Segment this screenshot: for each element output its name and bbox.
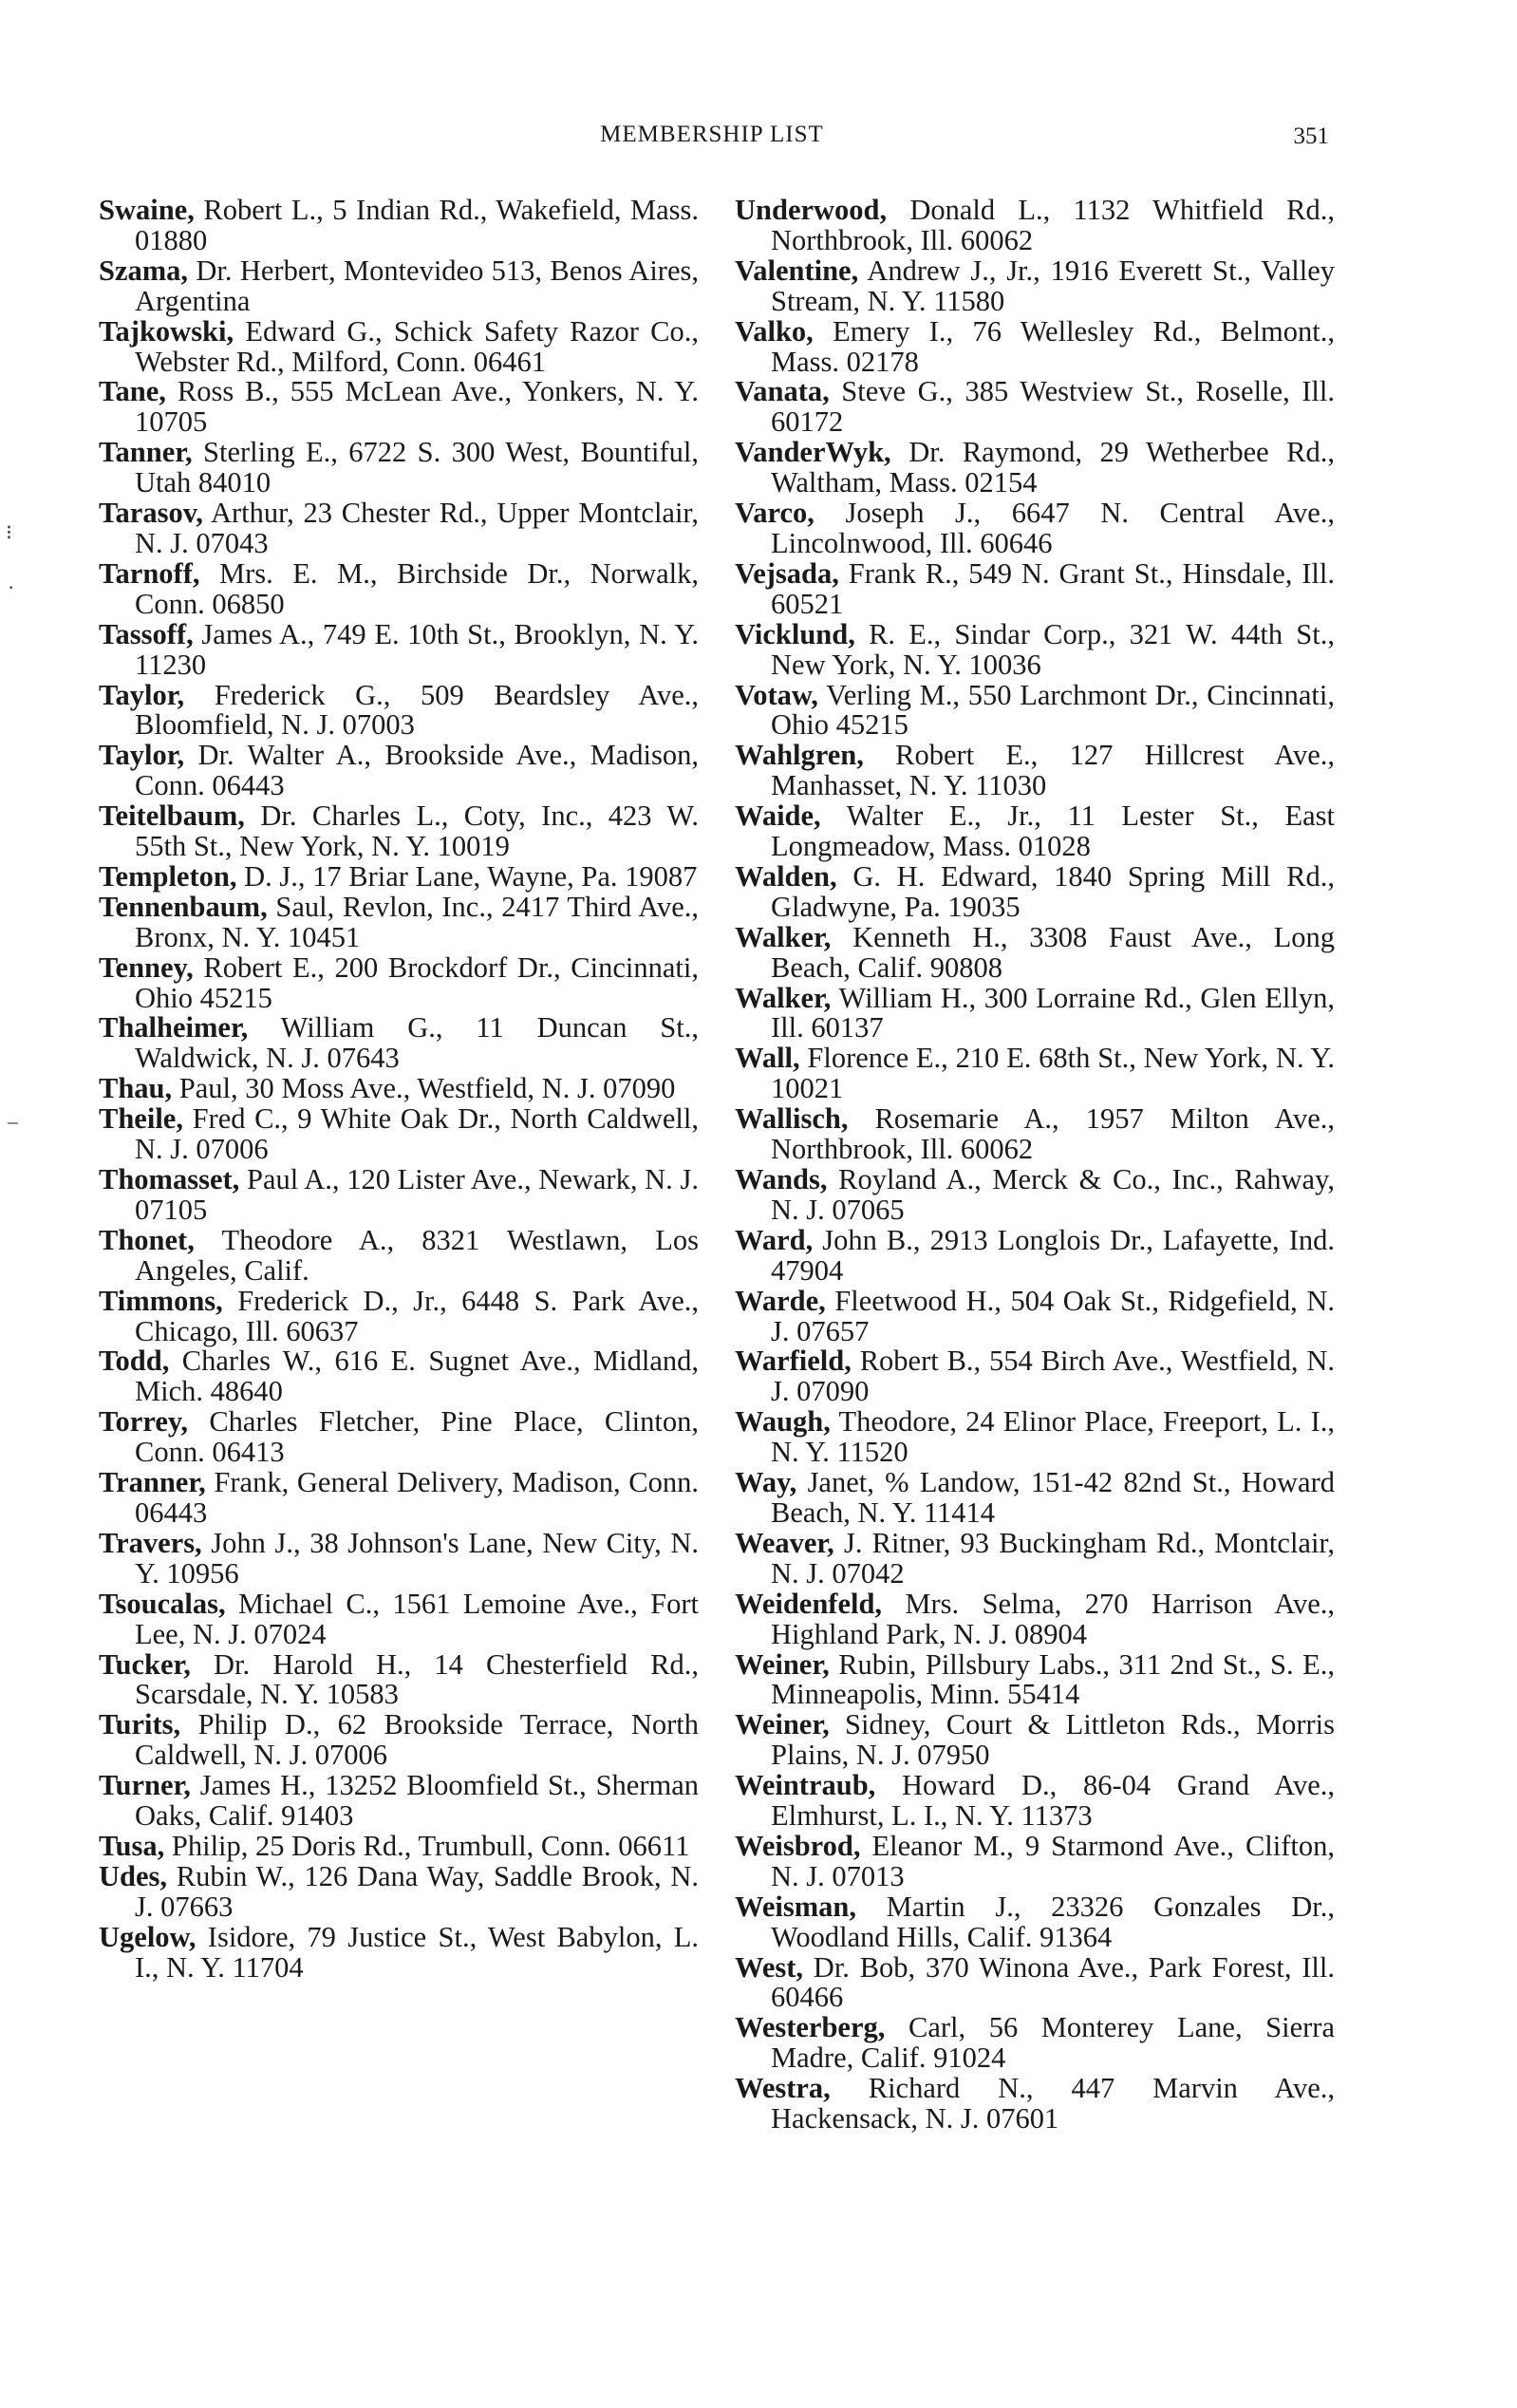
member-name: Ugelow, <box>99 1920 197 1953</box>
member-entry <box>99 859 699 893</box>
member-address: James H., 13252 Bloomfield St., Sherman Oaks, Calif. 91403 <box>135 1769 699 1833</box>
member-entry <box>735 1829 1335 1892</box>
member-entry <box>99 196 699 256</box>
member-entry <box>735 801 1335 862</box>
member-entry <box>99 1829 699 1862</box>
member-name: Tane, <box>99 375 166 408</box>
member-address: Edward G., Schick Safety Razor Co., Webster Rd., Milford, Conn. 06461 <box>135 314 699 378</box>
member-name: Warde, <box>735 1284 826 1317</box>
member-entry <box>735 556 1335 620</box>
member-entry <box>99 1771 699 1832</box>
member-name: Wall, <box>735 1042 800 1075</box>
member-name: Waide, <box>735 800 821 833</box>
member-entry <box>99 950 699 1014</box>
member-name: Votaw, <box>735 678 818 711</box>
member-entry <box>99 377 699 438</box>
member-address: Sterling E., 6722 S. 300 West, Bountiful, Utah 84010 <box>135 436 699 499</box>
member-name: Valko, <box>735 314 814 348</box>
member-name: Taylor, <box>99 739 185 772</box>
member-name: Wands, <box>735 1163 828 1195</box>
member-entry <box>735 1284 1335 1347</box>
member-address: Fleetwood H., 504 Oak St., Ridgefield, N. J. 07657 <box>771 1284 1335 1347</box>
member-entry <box>735 1346 1335 1407</box>
member-name: Weintraub, <box>735 1769 876 1802</box>
margin-mark: – <box>8 1109 18 1133</box>
member-entry <box>735 1771 1335 1832</box>
member-name: Tajkowski, <box>99 314 234 348</box>
member-entry <box>735 859 1335 923</box>
member-address: Carl, 56 Monterey Lane, Sierra Madre, Calif. 91024 <box>771 2011 1335 2075</box>
member-entry <box>99 1920 699 1984</box>
member-address: Frederick G., 509 Beardsley Ave., Bloomfield, N. J. 07003 <box>135 678 699 742</box>
member-address: Walter E., Jr., 11 Lester St., East Longmeadow, Mass. 01028 <box>771 800 1335 863</box>
member-entry <box>99 1407 699 1468</box>
member-entry <box>735 377 1335 438</box>
member-name: Teitelbaum, <box>99 800 245 833</box>
member-name: Way, <box>735 1466 797 1499</box>
member-address: Paul, 30 Moss Ave., Westfield, N. J. 07090 <box>172 1072 676 1105</box>
member-name: Tarnoff, <box>99 556 200 590</box>
member-address: Richard N., 447 Marvin Ave., Hackensack, N. J. 07601 <box>771 2072 1335 2135</box>
member-entry <box>735 981 1335 1044</box>
member-name: Tanner, <box>99 436 193 469</box>
member-address: Paul A., 120 Lister Ave., Newark, N. J. 07105 <box>135 1163 699 1226</box>
member-entry <box>99 1013 699 1074</box>
member-entry <box>735 1647 1335 1711</box>
member-address: Mrs. Selma, 270 Harrison Ave., Highland Park, N. J. 08904 <box>771 1587 1335 1650</box>
member-address: Dr. Charles L., Coty, Inc., 423 W. 55th St., New York, N. Y. 10019 <box>135 800 699 863</box>
member-address: Verling M., 550 Larchmont Dr., Cincinnati, Ohio 45215 <box>771 678 1335 742</box>
member-address: Rubin, Pillsbury Labs., 311 2nd St., S. E., Minneapolis, Minn. 55414 <box>771 1647 1335 1711</box>
member-address: Steve G., 385 Westview St., Roselle, Ill. 60172 <box>771 375 1335 439</box>
member-address: John B., 2913 Longlois Dr., Lafayette, Ind. 47904 <box>771 1223 1335 1287</box>
member-entry <box>735 1468 1335 1529</box>
member-name: Tranner, <box>99 1466 206 1499</box>
left-column <box>99 196 699 1983</box>
member-address: Robert E., 200 Brockdorf Dr., Cincinnati, Ohio 45215 <box>135 950 699 1014</box>
member-entry <box>735 499 1335 559</box>
member-entry <box>99 1223 699 1287</box>
member-address: Theodore A., 8321 Westlawn, Los Angeles, Calif. <box>135 1223 699 1287</box>
member-address: Robert E., 127 Hillcrest Ave., Manhasset, N. Y. 11030 <box>771 739 1335 802</box>
member-entry <box>99 617 699 681</box>
member-name: Turits, <box>99 1708 181 1741</box>
member-address: Kenneth H., 3308 Faust Ave., Long Beach, Calif. 90808 <box>771 920 1335 984</box>
margin-mark: · <box>8 575 15 599</box>
member-entry <box>735 2074 1335 2135</box>
member-entry <box>99 1346 699 1407</box>
member-address: Dr. Herbert, Montevideo 513, Benos Aires, Argentina <box>135 254 699 317</box>
member-entry <box>735 1950 1335 2014</box>
member-entry <box>735 1526 1335 1590</box>
member-name: Todd, <box>99 1345 170 1378</box>
member-name: Weisman, <box>735 1890 856 1923</box>
member-address: Fred C., 9 White Oak Dr., North Caldwell, N. J. 07006 <box>135 1102 699 1166</box>
member-name: Torrey, <box>99 1405 189 1439</box>
member-name: Tennenbaum, <box>99 890 268 923</box>
member-entry <box>99 801 699 862</box>
member-name: Weisbrod, <box>735 1829 861 1862</box>
member-name: Weidenfeld, <box>735 1587 883 1620</box>
member-name: Tsoucalas, <box>99 1587 226 1620</box>
member-address: Royland A., Merck & Co., Inc., Rahway, N. J. 07065 <box>771 1163 1335 1226</box>
member-entry <box>735 2013 1335 2074</box>
member-name: Thomasset, <box>99 1163 240 1195</box>
member-address: Philip, 25 Doris Rd., Trumbull, Conn. 06611 <box>164 1829 690 1862</box>
member-entry <box>99 1284 699 1347</box>
member-entry <box>735 1710 1335 1771</box>
member-address: Ross B., 555 McLean Ave., Yonkers, N. Y. 10705 <box>135 375 699 439</box>
member-name: Tassoff, <box>99 617 194 650</box>
member-name: Wahlgren, <box>735 739 864 772</box>
member-address: James A., 749 E. 10th St., Brooklyn, N. Y. 11230 <box>135 617 699 681</box>
member-entry <box>735 1587 1335 1650</box>
page-header <box>95 122 1329 160</box>
member-name: Underwood, <box>735 194 888 226</box>
member-entry <box>99 1074 699 1104</box>
member-name: Tenney, <box>99 950 194 984</box>
member-address: Donald L., 1132 Whitfield Rd., Northbrook, Ill. 60062 <box>771 194 1335 256</box>
member-name: Walden, <box>735 859 837 893</box>
member-address: Charles W., 616 E. Sugnet Ave., Midland, Mich. 48640 <box>135 1345 699 1408</box>
member-entry <box>99 256 699 317</box>
member-address: D. J., 17 Briar Lane, Wayne, Pa. 19087 <box>236 859 698 893</box>
member-address: J. Ritner, 93 Buckingham Rd., Montclair, N. J. 07042 <box>771 1526 1335 1590</box>
member-name: Tucker, <box>99 1647 191 1681</box>
member-address: Howard D., 86-04 Grand Ave., Elmhurst, L. I., N. Y. 11373 <box>771 1769 1335 1833</box>
member-address: Rubin W., 126 Dana Way, Saddle Brook, N. J. 07663 <box>135 1859 699 1923</box>
member-entry <box>735 1104 1335 1165</box>
member-name: West, <box>735 1950 804 1984</box>
member-name: Westerberg, <box>735 2011 886 2044</box>
member-address: Dr. Raymond, 29 Wetherbee Rd., Waltham, Mass. 02154 <box>771 436 1335 499</box>
member-name: Thonet, <box>99 1223 195 1256</box>
member-address: Frank R., 549 N. Grant St., Hinsdale, Ill. 60521 <box>771 556 1335 620</box>
member-address: Isidore, 79 Justice St., West Babylon, L. I., N. Y. 11704 <box>135 1920 699 1984</box>
member-address: John J., 38 Johnson's Lane, New City, N. Y. 10956 <box>135 1526 699 1590</box>
member-address: R. E., Sindar Corp., 321 W. 44th St., New York, N. Y. 10036 <box>771 617 1335 681</box>
member-address: Frederick D., Jr., 6448 S. Park Ave., Chicago, Ill. 60637 <box>135 1284 699 1347</box>
member-address: Andrew J., Jr., 1916 Everett St., Valley Stream, N. Y. 11580 <box>771 254 1335 317</box>
member-address: Michael C., 1561 Lemoine Ave., Fort Lee, N. J. 07024 <box>135 1587 699 1650</box>
member-address: Joseph J., 6647 N. Central Ave., Lincolnwood, Ill. 60646 <box>771 497 1335 559</box>
member-entry <box>99 1104 699 1165</box>
member-name: Westra, <box>735 2072 831 2105</box>
member-address: William H., 300 Lorraine Rd., Glen Ellyn, Ill. 60137 <box>771 981 1335 1044</box>
member-entry <box>99 678 699 742</box>
member-entry <box>735 741 1335 801</box>
member-name: Taylor, <box>99 678 185 711</box>
member-address: Robert B., 554 Birch Ave., Westfield, N. J. 07090 <box>771 1345 1335 1408</box>
member-address: Martin J., 23326 Gonzales Dr., Woodland Hills, Calif. 91364 <box>771 1890 1335 1953</box>
member-entry <box>99 1468 699 1529</box>
member-name: Thau, <box>99 1072 173 1105</box>
member-name: Vanata, <box>735 375 830 408</box>
member-address: Rosemarie A., 1957 Milton Ave., Northbrook, Ill. 60062 <box>771 1102 1335 1166</box>
member-address: Dr. Walter A., Brookside Ave., Madison, Conn. 06443 <box>135 739 699 802</box>
member-entry <box>735 920 1335 984</box>
member-name: Vejsada, <box>735 556 839 590</box>
member-entry <box>735 1892 1335 1953</box>
member-address: Frank, General Delivery, Madison, Conn. 06443 <box>135 1466 699 1529</box>
member-address: Janet, % Landow, 151-42 82nd St., Howard Beach, N. Y. 11414 <box>771 1466 1335 1529</box>
member-entry <box>99 1165 699 1226</box>
member-entry <box>99 438 699 499</box>
member-entry <box>735 314 1335 378</box>
member-entry <box>735 1407 1335 1468</box>
member-entry <box>735 256 1335 317</box>
member-address: Emery I., 76 Wellesley Rd., Belmont., Mass. 02178 <box>771 314 1335 378</box>
member-name: Timmons, <box>99 1284 223 1317</box>
member-name: Wallisch, <box>735 1102 849 1136</box>
member-address: Saul, Revlon, Inc., 2417 Third Ave., Bronx, N. Y. 10451 <box>135 890 699 953</box>
member-name: Theile, <box>99 1102 183 1136</box>
member-address: William G., 11 Duncan St., Waldwick, N. J. 07643 <box>135 1011 699 1075</box>
member-entry <box>99 556 699 620</box>
member-name: Weaver, <box>735 1526 834 1559</box>
member-entry <box>735 617 1335 681</box>
member-name: Thalheimer, <box>99 1011 249 1044</box>
member-entry <box>735 678 1335 742</box>
member-name: Tarasov, <box>99 497 203 530</box>
running-title: MEMBERSHIP LIST <box>600 122 824 147</box>
member-name: Weiner, <box>735 1708 830 1741</box>
member-name: Vicklund, <box>735 617 855 650</box>
member-name: Weiner, <box>735 1647 830 1681</box>
member-name: Tusa, <box>99 1829 165 1862</box>
member-entry <box>99 1587 699 1650</box>
member-name: Templeton, <box>99 859 237 893</box>
page-number: 351 <box>1293 123 1329 149</box>
member-address: Dr. Bob, 370 Winona Ave., Park Forest, Ill. 60466 <box>771 1950 1335 2014</box>
member-address: Sidney, Court & Littleton Rds., Morris Plains, N. J. 07950 <box>771 1708 1335 1772</box>
right-column <box>735 196 1335 2135</box>
member-entry <box>99 1526 699 1590</box>
member-entry <box>735 438 1335 499</box>
member-address: Robert L., 5 Indian Rd., Wakefield, Mass. 01880 <box>135 194 699 256</box>
member-address: Charles Fletcher, Pine Place, Clinton, Conn. 06413 <box>135 1405 699 1469</box>
member-entry <box>99 499 699 559</box>
member-entry <box>735 196 1335 256</box>
member-address: Florence E., 210 E. 68th St., New York, N. Y. 10021 <box>771 1042 1335 1105</box>
member-address: Theodore, 24 Elinor Place, Freeport, L. I., N. Y. 11520 <box>771 1405 1335 1469</box>
member-entry <box>735 1223 1335 1287</box>
member-address: Eleanor M., 9 Starmond Ave., Clifton, N. J. 07013 <box>771 1829 1335 1892</box>
margin-mark: ⁝ <box>6 520 12 544</box>
member-entry <box>735 1044 1335 1104</box>
member-name: Varco, <box>735 497 815 530</box>
member-name: VanderWyk, <box>735 436 891 469</box>
member-name: Waugh, <box>735 1405 831 1439</box>
member-address: Philip D., 62 Brookside Terrace, North Caldwell, N. J. 07006 <box>135 1708 699 1772</box>
member-name: Travers, <box>99 1526 202 1559</box>
member-entry <box>99 1647 699 1711</box>
member-name: Walker, <box>735 981 832 1014</box>
member-address: G. H. Edward, 1840 Spring Mill Rd., Gladwyne, Pa. 19035 <box>771 859 1335 923</box>
member-name: Ward, <box>735 1223 814 1256</box>
member-entry <box>99 890 699 953</box>
member-entry <box>99 314 699 378</box>
member-name: Swaine, <box>99 194 195 226</box>
member-address: Mrs. E. M., Birchside Dr., Norwalk, Conn. 06850 <box>135 556 699 620</box>
member-entry <box>735 1165 1335 1226</box>
member-address: Dr. Harold H., 14 Chesterfield Rd., Scarsdale, N. Y. 10583 <box>135 1647 699 1711</box>
member-name: Walker, <box>735 920 832 953</box>
member-name: Turner, <box>99 1769 191 1802</box>
member-entry <box>99 741 699 801</box>
member-name: Valentine, <box>735 254 859 287</box>
member-name: Udes, <box>99 1859 168 1892</box>
member-entry <box>99 1859 699 1923</box>
member-address: Arthur, 23 Chester Rd., Upper Montclair, N. J. 07043 <box>135 497 699 559</box>
member-name: Warfield, <box>735 1345 852 1378</box>
member-entry <box>99 1710 699 1771</box>
member-name: Szama, <box>99 254 189 287</box>
